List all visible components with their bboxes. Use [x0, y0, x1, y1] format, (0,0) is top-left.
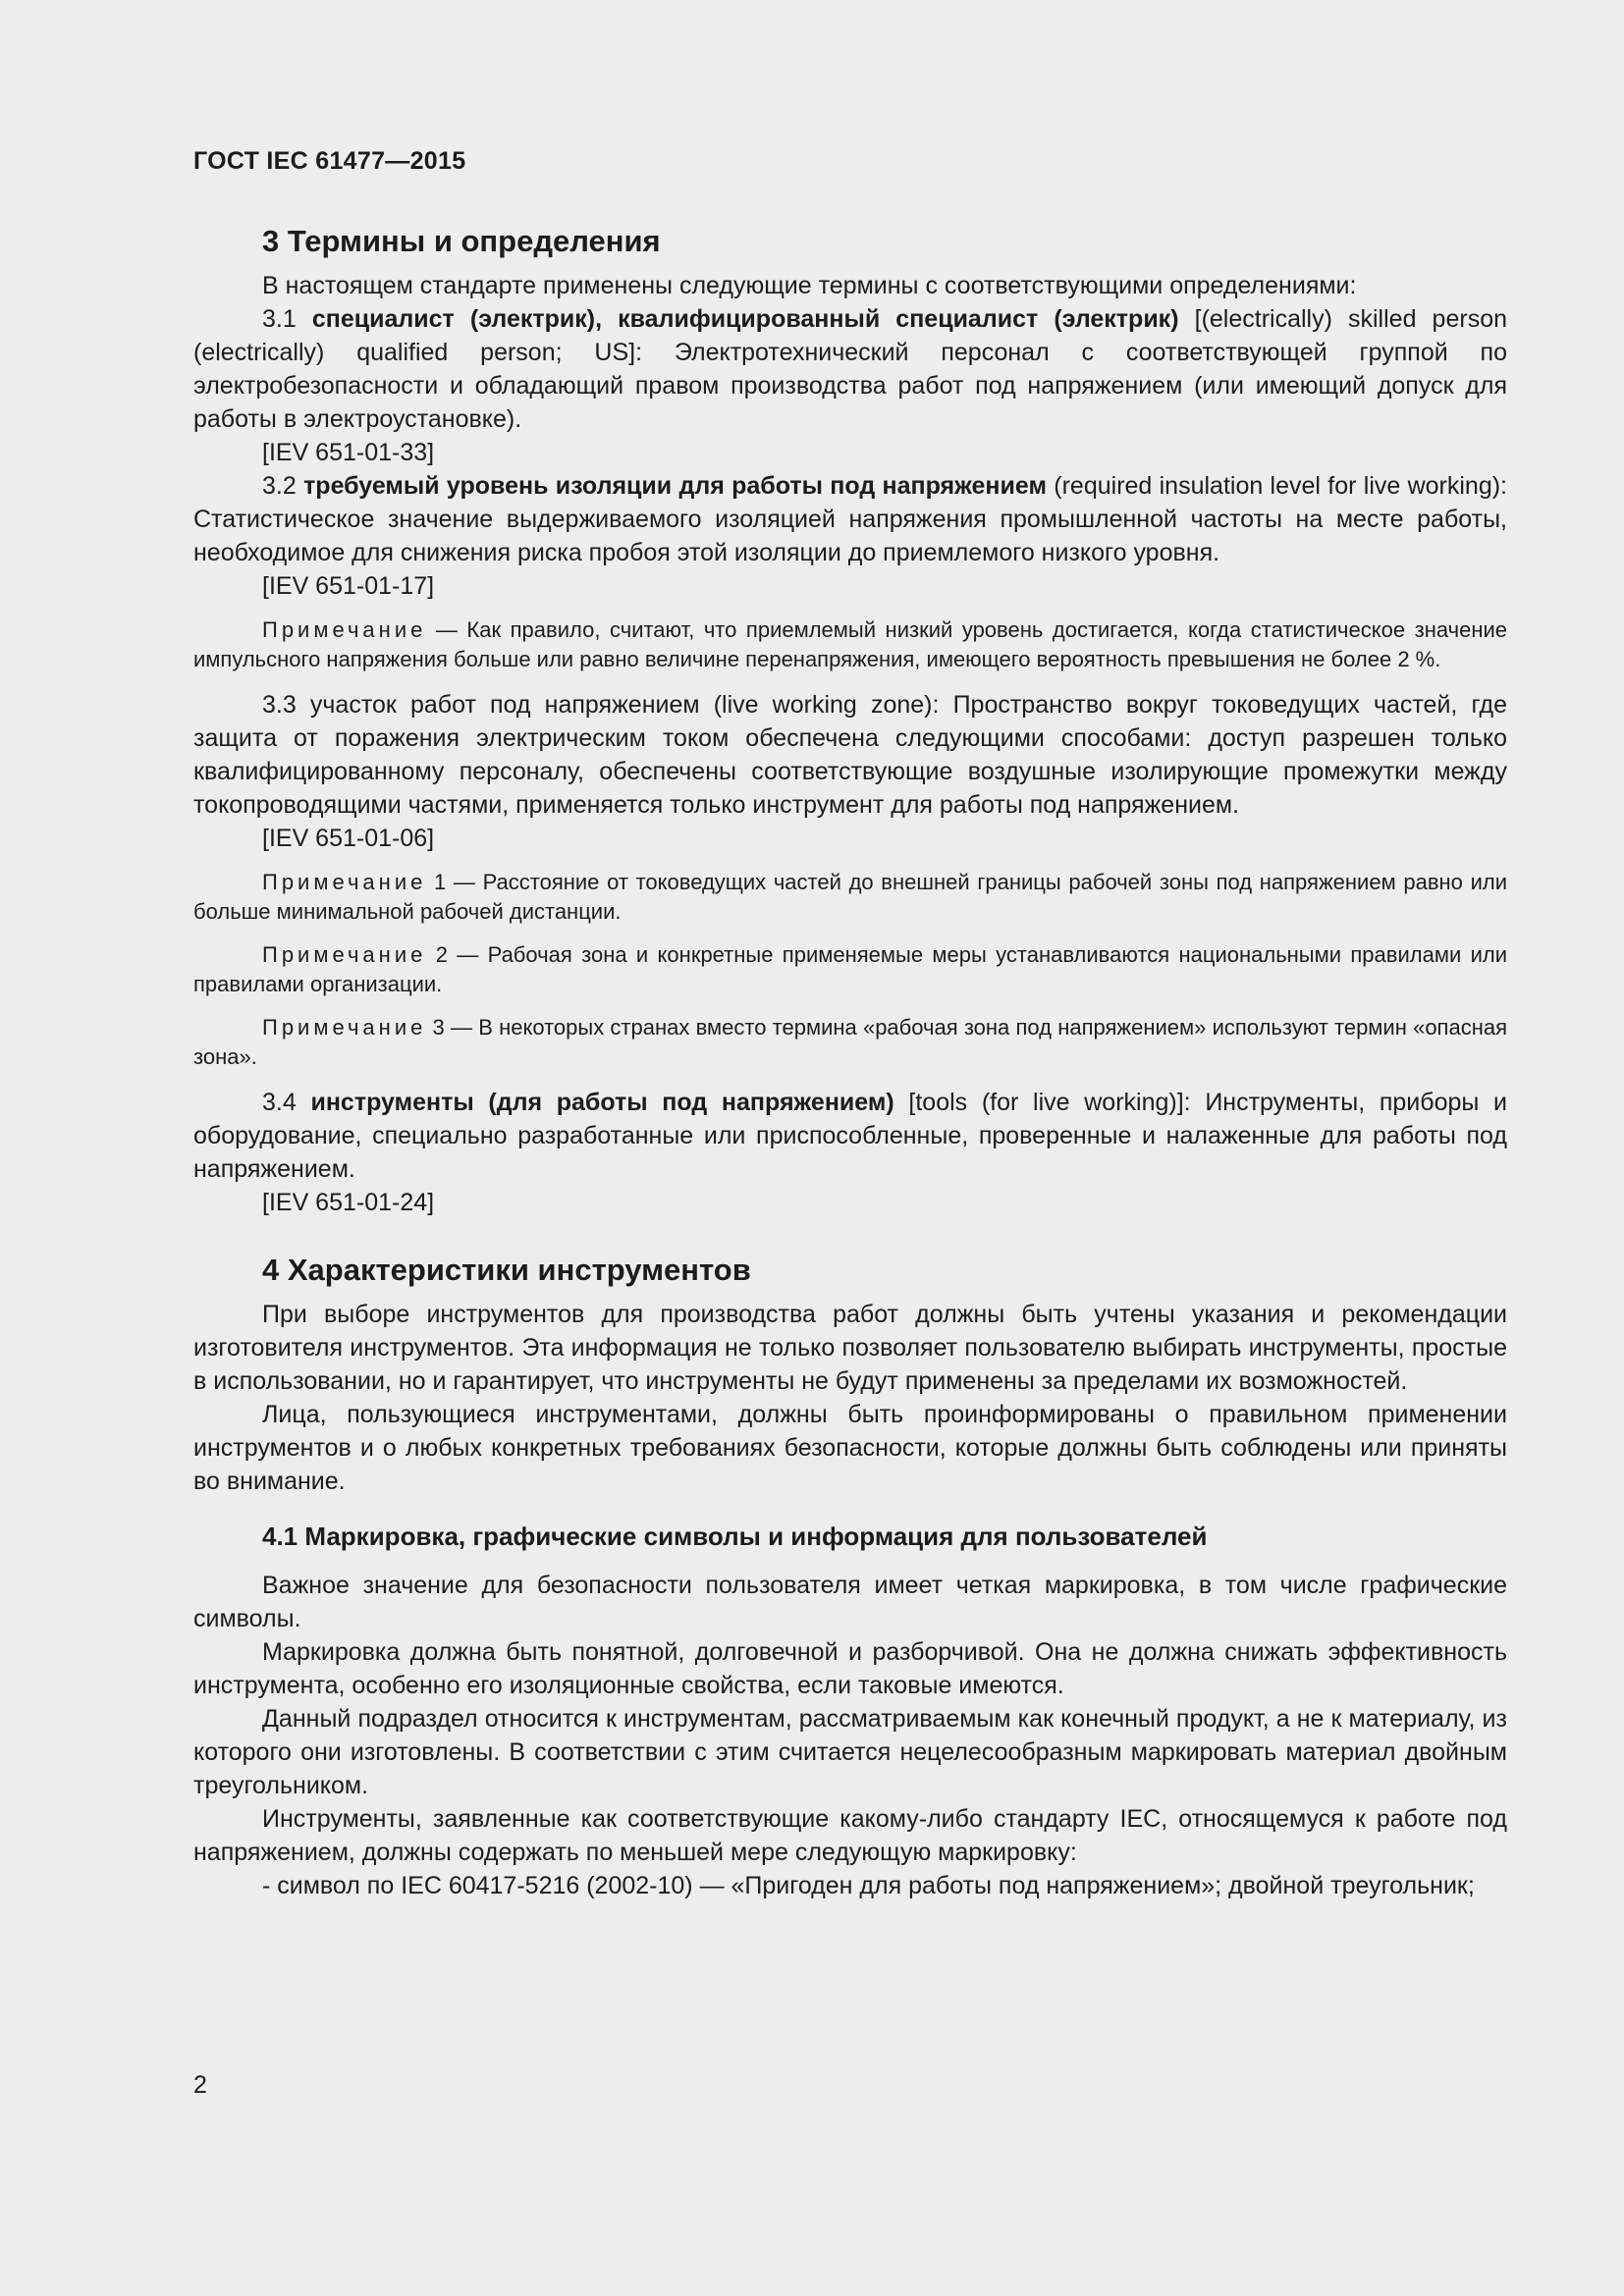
document-body [193, 222, 1507, 1902]
note-text: 1 — Расстояние от токоведущих частей до внешней границы рабочей зоны под напряжением равно или больше минимальной рабочей дистанции. [193, 870, 1507, 924]
subsection-4-1-paragraph-4: Инструменты, заявленные как соответствующие какому-либо стандарту IEC, относящемуся к работе под напряжением, должны содержать по меньшей мере следующую маркировку: [193, 1805, 1507, 1866]
section-3-intro: В настоящем стандарте применены следующие термины с соответствующими определениями: [262, 272, 1357, 299]
note-label: Примечание [262, 942, 427, 967]
section-4-paragraph-1: При выборе инструментов для производства работ должны быть учтены указания и рекомендации изготовителя инструментов. Эта информация не только позволяет пользователю выбирать инструменты, простые в использовании, но и гарантирует, что инструменты не будут применены за пределами их возможностей. [193, 1301, 1507, 1395]
subsection-4-1-paragraph-1: Важное значение для безопасности пользователя имеет четкая маркировка, в том числе графические символы. [193, 1572, 1507, 1632]
term-3-4-term: инструменты (для работы под напряжением) [310, 1089, 894, 1116]
term-3-1-number: 3.1 [262, 305, 312, 333]
term-3-2-number: 3.2 [262, 472, 304, 500]
term-3-1-definition: [(electrically) skilled person (electrically) qualified person; US]: Электротехнический персонал с соответствующей группой по электробезопасности и обладающий правом производства работ под напряжением (или имеющий допуск для работы в электроустановке). [193, 305, 1508, 433]
section-4-title: 4 Характеристики инструментов [262, 1253, 751, 1287]
section-3-title: 3 Термины и определения [262, 224, 661, 258]
term-3-3: 3.3 участок работ под напряжением (live working zone): Пространство вокруг токоведущих частей, где защита от поражения электрическим током обеспечена следующими способами: доступ разрешен только квалифицированному персоналу, обеспечены соответствующие воздушные изолирующие промежутки между токопроводящими частями, применяется только инструмент для работы под напряжением. [193, 691, 1507, 819]
section-gap [193, 1219, 1507, 1251]
note-label: Примечание [262, 617, 427, 642]
page-number: 2 [193, 2071, 207, 2099]
term-3-2-definition: (required insulation level for live working): Статистическое значение выдерживаемого изоляцией напряжения промышленной частоты на месте работы, необходимое для снижения риска пробоя этой изоляции до приемлемого низкого уровня. [193, 472, 1507, 566]
term-3-4-number: 3.4 [262, 1089, 311, 1116]
term-3-3-note-2 [193, 940, 1507, 999]
term-3-1-term: специалист (электрик), квалифицированный специалист (электрик) [311, 305, 1179, 333]
term-3-2-term: требуемый уровень изоляции для работы под напряжением [303, 472, 1047, 500]
term-3-4-ref: [IEV 651-01-24] [262, 1189, 435, 1216]
document-header: ГОСТ IEC 61477—2015 [193, 147, 466, 175]
term-3-2-note [193, 615, 1507, 674]
term-3-3-note-1 [193, 868, 1507, 927]
note-text: — Как правило, считают, что приемлемый низкий уровень достигается, когда статистическое значение импульсного напряжения больше или равно величине перенапряжения, имеющего вероятность превышения не более 2 %. [193, 617, 1507, 671]
term-3-3-note-3 [193, 1013, 1507, 1072]
section-4-paragraph-2: Лица, пользующиеся инструментами, должны быть проинформированы о правильном применении инструментов и о любых конкретных требованиях безопасности, которые должны быть соблюдены или приняты во внимание. [193, 1401, 1507, 1495]
subsection-4-1-list-item: - символ по IEC 60417-5216 (2002-10) — «Пригоден для работы под напряжением»; двойной треугольник; [262, 1872, 1475, 1899]
note-label: Примечание [262, 1015, 427, 1040]
term-3-3-ref: [IEV 651-01-06] [262, 825, 435, 852]
term-3-1 [193, 302, 1507, 436]
subsection-4-1-paragraph-3: Данный подраздел относится к инструментам, рассматриваемым как конечный продукт, а не к материалу, из которого они изготовлены. В соответствии с этим считается нецелесообразным маркировать материал двойным треугольником. [193, 1705, 1507, 1799]
subsection-4-1-paragraph-2: Маркировка должна быть понятной, долговечной и разборчивой. Она не должна снижать эффективность инструмента, особенно его изоляционные свойства, если таковые имеются. [193, 1638, 1507, 1699]
term-3-4-definition: [tools (for live working)]: Инструменты, приборы и оборудование, специально разработанные или приспособленные, проверенные и налаженные для работы под напряжением. [193, 1089, 1508, 1183]
term-3-1-ref: [IEV 651-01-33] [262, 439, 435, 466]
note-text: 2 — Рабочая зона и конкретные применяемые меры устанавливаются национальными правилами или правилами организации. [193, 942, 1507, 996]
note-label: Примечание [262, 870, 427, 894]
term-3-2 [193, 469, 1507, 569]
note-text: 3 — В некоторых странах вместо термина «рабочая зона под напряжением» используют термин «опасная зона». [193, 1015, 1507, 1069]
term-3-2-ref: [IEV 651-01-17] [262, 572, 435, 600]
subsection-4-1-title: 4.1 Маркировка, графические символы и информация для пользователей [262, 1522, 1208, 1551]
term-3-4 [193, 1086, 1507, 1186]
